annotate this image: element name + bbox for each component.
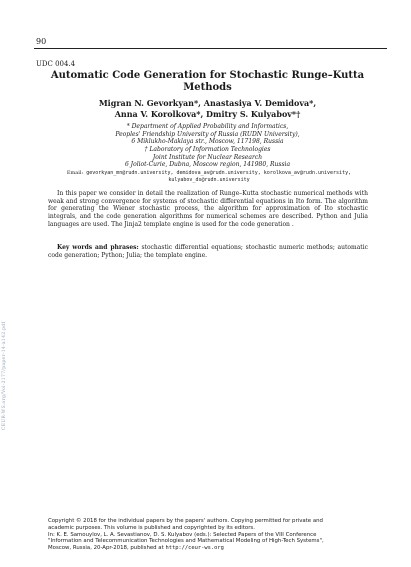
authors-line-2: Anna V. Korolkova*, Dmitry S. Kulyabov*† bbox=[114, 109, 301, 119]
copyright-line-5 bbox=[48, 545, 383, 552]
affiliation-1 bbox=[40, 123, 375, 146]
copyright-block bbox=[48, 518, 383, 552]
copyright-line-1: Copyright © 2018 for the individual papers by the papers' authors. Copying permitted for private and bbox=[48, 518, 323, 524]
ceur-link[interactable]: http://ceur-ws.org bbox=[165, 545, 224, 552]
copyright-line-2: academic purposes. This volume is published and copyrighted by its editors. bbox=[48, 524, 255, 531]
keywords bbox=[48, 244, 368, 259]
email-line-1 bbox=[44, 170, 374, 177]
side-stamp: CEUR-WS.org/Vol-2177/paper-14-a142.pdf bbox=[2, 321, 7, 430]
page-number: 90 bbox=[36, 37, 47, 46]
affiliation-1-line-1: * Department of Applied Probability and Informatics, bbox=[126, 123, 289, 130]
paper-title: Automatic Code Generation for Stochastic Runge–Kutta Methods bbox=[50, 70, 365, 93]
email-label: Email: bbox=[66, 170, 84, 176]
affiliation-2-line-3: 6 Joliot-Curie, Dubna, Moscow region, 141980, Russia bbox=[124, 161, 291, 169]
authors bbox=[40, 98, 375, 120]
keywords-text: stochastic differential equations; stochastic numeric methods; automatic code generation; Python; Julia; the template engine. bbox=[48, 244, 368, 259]
copyright-line-4: "Information and Telecommunication Technologies and Mathematical Modeling of High-Tech Systems", bbox=[48, 538, 324, 545]
email-addresses-1: gevorkyan_mn@rudn.university, demidova_av@rudn.university, korolkova_av@rudn.university, bbox=[86, 170, 352, 176]
abstract: In this paper we consider in detail the realization of Runge–Kutta stochastic numerical methods with weak and strong convergence for systems of stochastic differential equations in Ito form. The algorithm for generating the Wiener stochastic process, the algorithm for approximation of Ito stochastic integrals, and the code generation algorithms for numerical schemes are described. Python and Julia languages are used. The Jinja2 template engine is used for the code generation . bbox=[48, 190, 368, 228]
copyright-line-3: In: K. E. Samouylov, L. A. Sevastianov, D. S. Kulyabov (eds.): Selected Papers of the VIII Conference bbox=[48, 531, 317, 538]
affiliation-1-line-3: 6 Miklukho-Maklaya str., Moscow, 117198, Russia bbox=[131, 138, 284, 146]
email-addresses-2: kulyabov_ds@rudn.university bbox=[168, 177, 250, 183]
authors-line-1: Migran N. Gevorkyan*, Anastasiya V. Demidova*, bbox=[98, 98, 317, 108]
affiliation-2 bbox=[40, 146, 375, 169]
email-block bbox=[44, 170, 374, 184]
udc-code: UDC 004.4 bbox=[36, 60, 76, 68]
header-rule bbox=[34, 48, 387, 49]
affiliation-2-line-2: Joint Institute for Nuclear Research bbox=[152, 153, 263, 161]
copyright-line-5-prefix: Moscow, Russia, 20-Apr-2018, published at bbox=[48, 545, 164, 552]
affiliation-1-line-2: Peoples' Friendship University of Russia (RUDN University), bbox=[115, 130, 300, 138]
affiliation-2-line-1: † Laboratory of Information Technologies bbox=[144, 146, 271, 153]
keywords-label: Key words and phrases: bbox=[57, 244, 139, 251]
